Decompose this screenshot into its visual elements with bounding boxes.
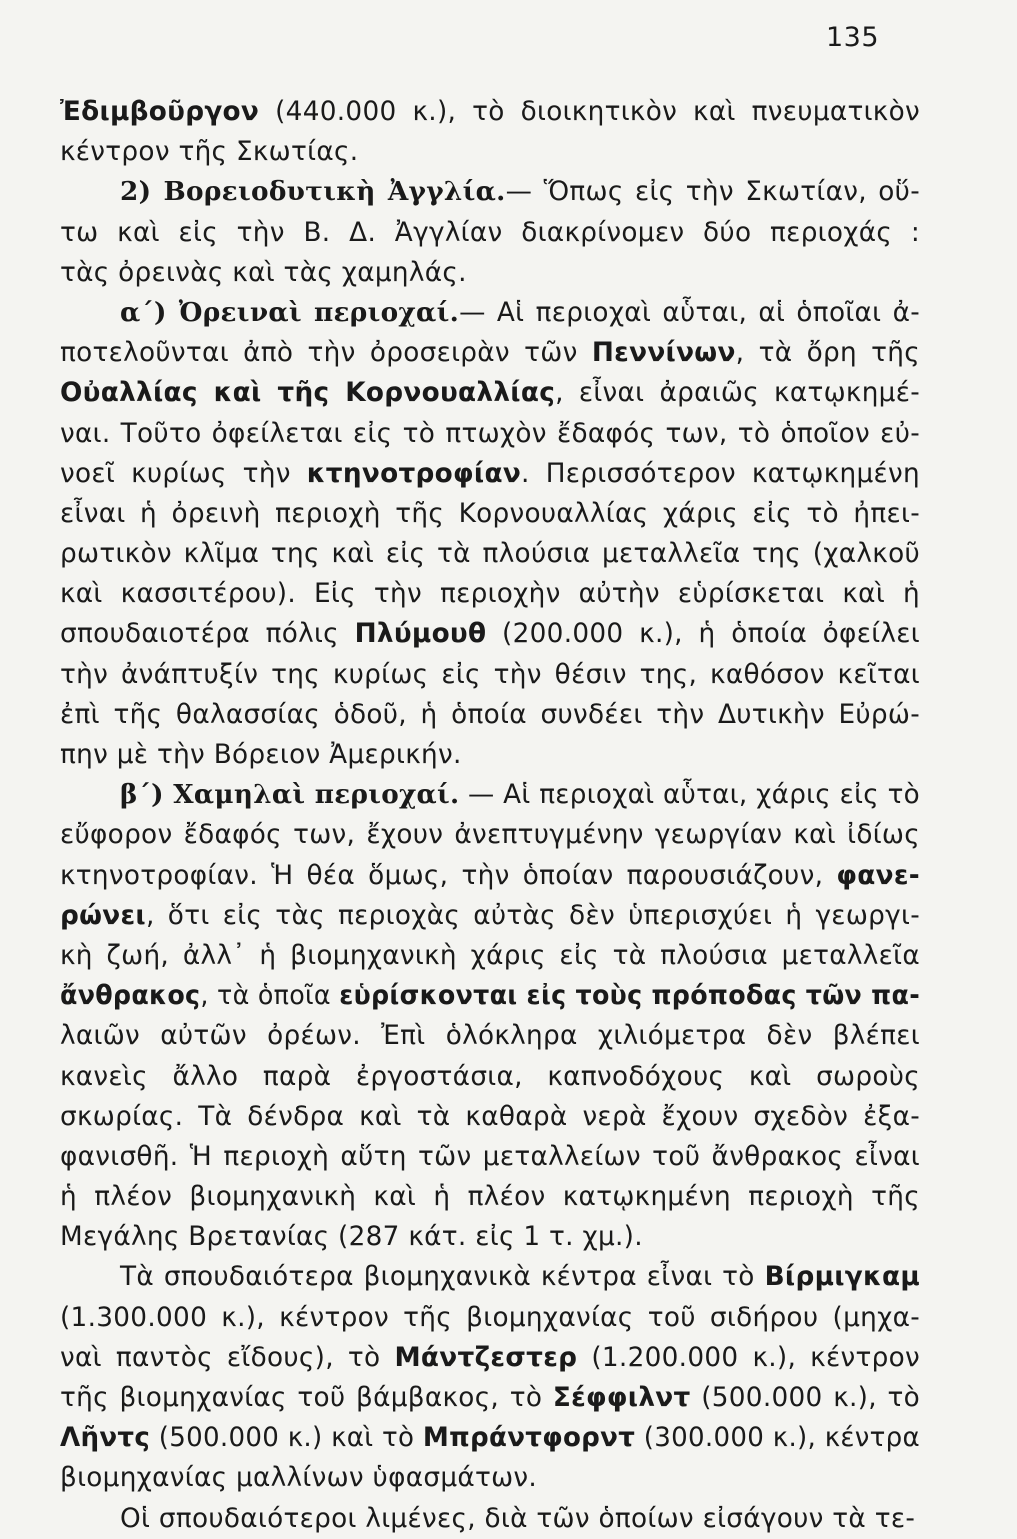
place-name: Ἐδιμβοῦργον	[60, 97, 260, 127]
text-run: Τὰ σπουδαιότερα βιομηχανικὰ κέντρα εἶναι τὸ	[120, 1262, 765, 1293]
text-line	[60, 494, 920, 534]
text-run: κέντρον τῆς Σκωτίας.	[60, 137, 359, 168]
text-line	[60, 1177, 920, 1217]
text-line	[60, 976, 920, 1016]
place-name: Οὐαλλίας καὶ τῆς Κορνουαλλίας	[60, 378, 556, 409]
text-line	[60, 856, 920, 896]
text-run: καὶ κασσιτέρου). Εἰς τὴν περιοχὴν αὐτὴν εὑρίσκεται καὶ ἡ	[60, 579, 920, 610]
text-line	[60, 1217, 920, 1257]
section-heading-line	[60, 172, 920, 212]
body-text	[60, 92, 920, 1539]
text-run: ἐπὶ τῆς θαλασσίας ὁδοῦ, ἡ ὁποία συνδέει τὴν Δυτικὴν Εὐρώ-	[60, 699, 920, 730]
text-run: εἶναι ἡ ὀρεινὴ περιοχὴ τῆς Κορνουαλλίας χάρις εἰς τὸ ἠπει-	[60, 498, 920, 529]
text-run: , εἶναι ἀραιῶς κατῳκημέ-	[555, 378, 921, 409]
text-line	[60, 1418, 920, 1458]
section-heading: 2) Βορειοδυτικὴ Ἀγγλία.	[120, 176, 506, 208]
text-run: (300.000 κ.), κέντρα	[635, 1423, 920, 1454]
text-line	[60, 1016, 920, 1056]
text-run: σκωρίας. Τὰ δένδρα καὶ τὰ καθαρὰ νερὰ ἔχουν σχεδὸν ἐξα-	[60, 1101, 920, 1132]
text-run: νοεῖ κυρίως τὴν	[60, 458, 307, 489]
text-line	[60, 1057, 920, 1097]
text-line	[60, 1257, 920, 1297]
text-run: φανισθῆ. Ἡ περιοχὴ αὕτη τῶν μεταλλείων τοῦ ἄνθρακος εἶναι	[60, 1141, 920, 1172]
text-run: ρωτικὸν κλῖμα της καὶ εἰς τὰ πλούσια μεταλλεῖα της (χαλκοῦ	[60, 539, 920, 570]
text-line	[60, 534, 920, 574]
place-name: Μπράντφορντ	[422, 1423, 636, 1454]
place-name: Σέφφιλντ	[552, 1383, 691, 1413]
text-line	[60, 92, 920, 132]
text-run: τὰς ὀρεινὰς καὶ τὰς χαμηλάς.	[60, 257, 467, 288]
text-run: (500.000 κ.), τὸ	[690, 1383, 921, 1413]
text-run: πην μὲ τὴν Βόρειον Ἀμερικήν.	[60, 740, 462, 770]
emphasis-term: ἄνθρακος	[60, 981, 201, 1012]
text-line	[60, 213, 920, 253]
text-line	[60, 574, 920, 614]
text-line	[60, 373, 920, 413]
text-run: , ὅτι εἰς τὰς περιοχὰς αὐτὰς δὲν ὑπερισχύει ἡ γεωργι-	[145, 900, 920, 931]
text-run: ἡ πλέον βιομηχανικὴ καὶ ἡ πλέον κατῳκημένη περιοχὴ τῆς	[60, 1182, 920, 1213]
text-line	[60, 936, 920, 976]
text-line	[60, 132, 920, 172]
text-run: — Αἱ περιοχαὶ αὗται, χάρις εἰς τὸ	[459, 780, 920, 811]
subsection-heading: α΄) Ὀρειναὶ περιοχαί.	[120, 296, 460, 328]
text-run: εὔφορον ἔδαφός των, ἔχουν ἀνεπτυγμένην γεωργίαν καὶ ἰδίως	[60, 820, 920, 851]
text-run: Οἱ σπουδαιότεροι λιμένες, διὰ τῶν ὁποίων εἰσάγουν τὰ τε-	[120, 1503, 916, 1534]
text-line	[60, 614, 920, 654]
subsection-heading: β΄) Χαμηλαὶ περιοχαί.	[120, 779, 460, 811]
text-run: (1.200.000 κ.), κέντρον	[577, 1342, 920, 1373]
text-run: Μεγάλης Βρετανίας (287 κάτ. εἰς 1 τ. χμ.).	[60, 1222, 643, 1253]
place-name: Πλύμουθ	[354, 619, 487, 650]
text-run: βιομηχανίας μαλλίνων ὑφασμάτων.	[60, 1463, 538, 1494]
text-run: . Περισσότερον κατῳκημένη	[521, 458, 920, 489]
text-line	[60, 896, 920, 936]
text-run: κὴ ζωή, ἀλλ᾽ ἡ βιομηχανικὴ χάρις εἰς τὰ πλούσια μεταλλεῖα	[60, 940, 920, 971]
emphasis-term: φανε-	[836, 860, 920, 891]
text-line	[60, 815, 920, 855]
text-run: ναι. Τοῦτο ὀφείλεται εἰς τὸ πτωχὸν ἔδαφός των, τὸ ὁποῖον εὐ-	[60, 418, 920, 449]
text-line	[60, 1338, 920, 1378]
text-run: (200.000 κ.), ἡ ὁποία ὀφείλει	[486, 619, 920, 650]
text-line	[60, 655, 920, 695]
page-number: 135	[826, 22, 880, 53]
text-run: κανεὶς ἄλλο παρὰ ἐργοστάσια, καπνοδόχους καὶ σωροὺς	[60, 1061, 920, 1092]
place-name: Βίρμιγκαμ	[764, 1262, 920, 1293]
text-run: τὴν ἀνάπτυξίν της κυρίως εἰς τὴν θέσιν της, καθόσον κεῖται	[60, 659, 920, 690]
text-run: — Ὅπως εἰς τὴν Σκωτίαν, οὕ-	[505, 177, 920, 208]
text-line	[60, 1378, 920, 1418]
emphasis-term: κτηνοτροφίαν	[306, 458, 522, 489]
text-run: σπουδαιοτέρα πόλις	[60, 619, 355, 650]
text-line	[60, 333, 920, 373]
place-name: Μάντζεστερ	[394, 1342, 578, 1373]
text-run: (500.000 κ.) καὶ τὸ	[150, 1423, 423, 1454]
text-line	[60, 1298, 920, 1338]
text-line	[60, 1137, 920, 1177]
text-run: τω καὶ εἰς τὴν Β. Δ. Ἀγγλίαν διακρίνομεν δύο περιοχάς :	[60, 217, 920, 248]
text-line	[60, 454, 920, 494]
subsection-heading-line	[60, 293, 920, 333]
text-line	[60, 253, 920, 293]
text-run: ναὶ παντὸς εἴδους), τὸ	[60, 1342, 395, 1373]
text-run: λαιῶν αὐτῶν ὀρέων. Ἐπὶ ὁλόκληρα χιλιόμετρα δὲν βλέπει	[60, 1021, 920, 1052]
text-line	[60, 1458, 920, 1498]
text-run: (1.300.000 κ.), κέντρον τῆς βιομηχανίας τοῦ σιδήρου (μηχα-	[60, 1302, 920, 1333]
subsection-heading-line	[60, 775, 920, 815]
text-line	[60, 1499, 920, 1539]
emphasis-term: ρώνει	[60, 900, 146, 931]
text-run: τῆς βιομηχανίας τοῦ βάμβακος, τὸ	[60, 1383, 553, 1413]
text-run: ποτελοῦνται ἀπὸ τὴν ὀροσειρὰν τῶν	[60, 338, 592, 369]
text-run: , τὰ ὁποῖα	[200, 981, 340, 1012]
text-run: κτηνοτροφίαν. Ἡ θέα ὅμως, τὴν ὁποίαν παρουσιάζουν,	[60, 860, 837, 891]
text-line	[60, 414, 920, 454]
text-line	[60, 1097, 920, 1137]
place-name: Λῆντς	[60, 1423, 151, 1454]
place-name: Πεννίνων	[591, 338, 736, 369]
emphasis-term: εὑρίσκονται εἰς τοὺς πρόποδας τῶν πα-	[339, 981, 921, 1012]
text-run: (440.000 κ.), τὸ διοικητικὸν καὶ πνευματικὸν	[259, 97, 920, 127]
text-run: , τὰ ὄρη τῆς	[735, 338, 921, 369]
text-run: — Αἱ περιοχαὶ αὗται, αἱ ὁποῖαι ἀ-	[459, 297, 921, 328]
text-line	[60, 735, 920, 775]
text-line	[60, 695, 920, 735]
